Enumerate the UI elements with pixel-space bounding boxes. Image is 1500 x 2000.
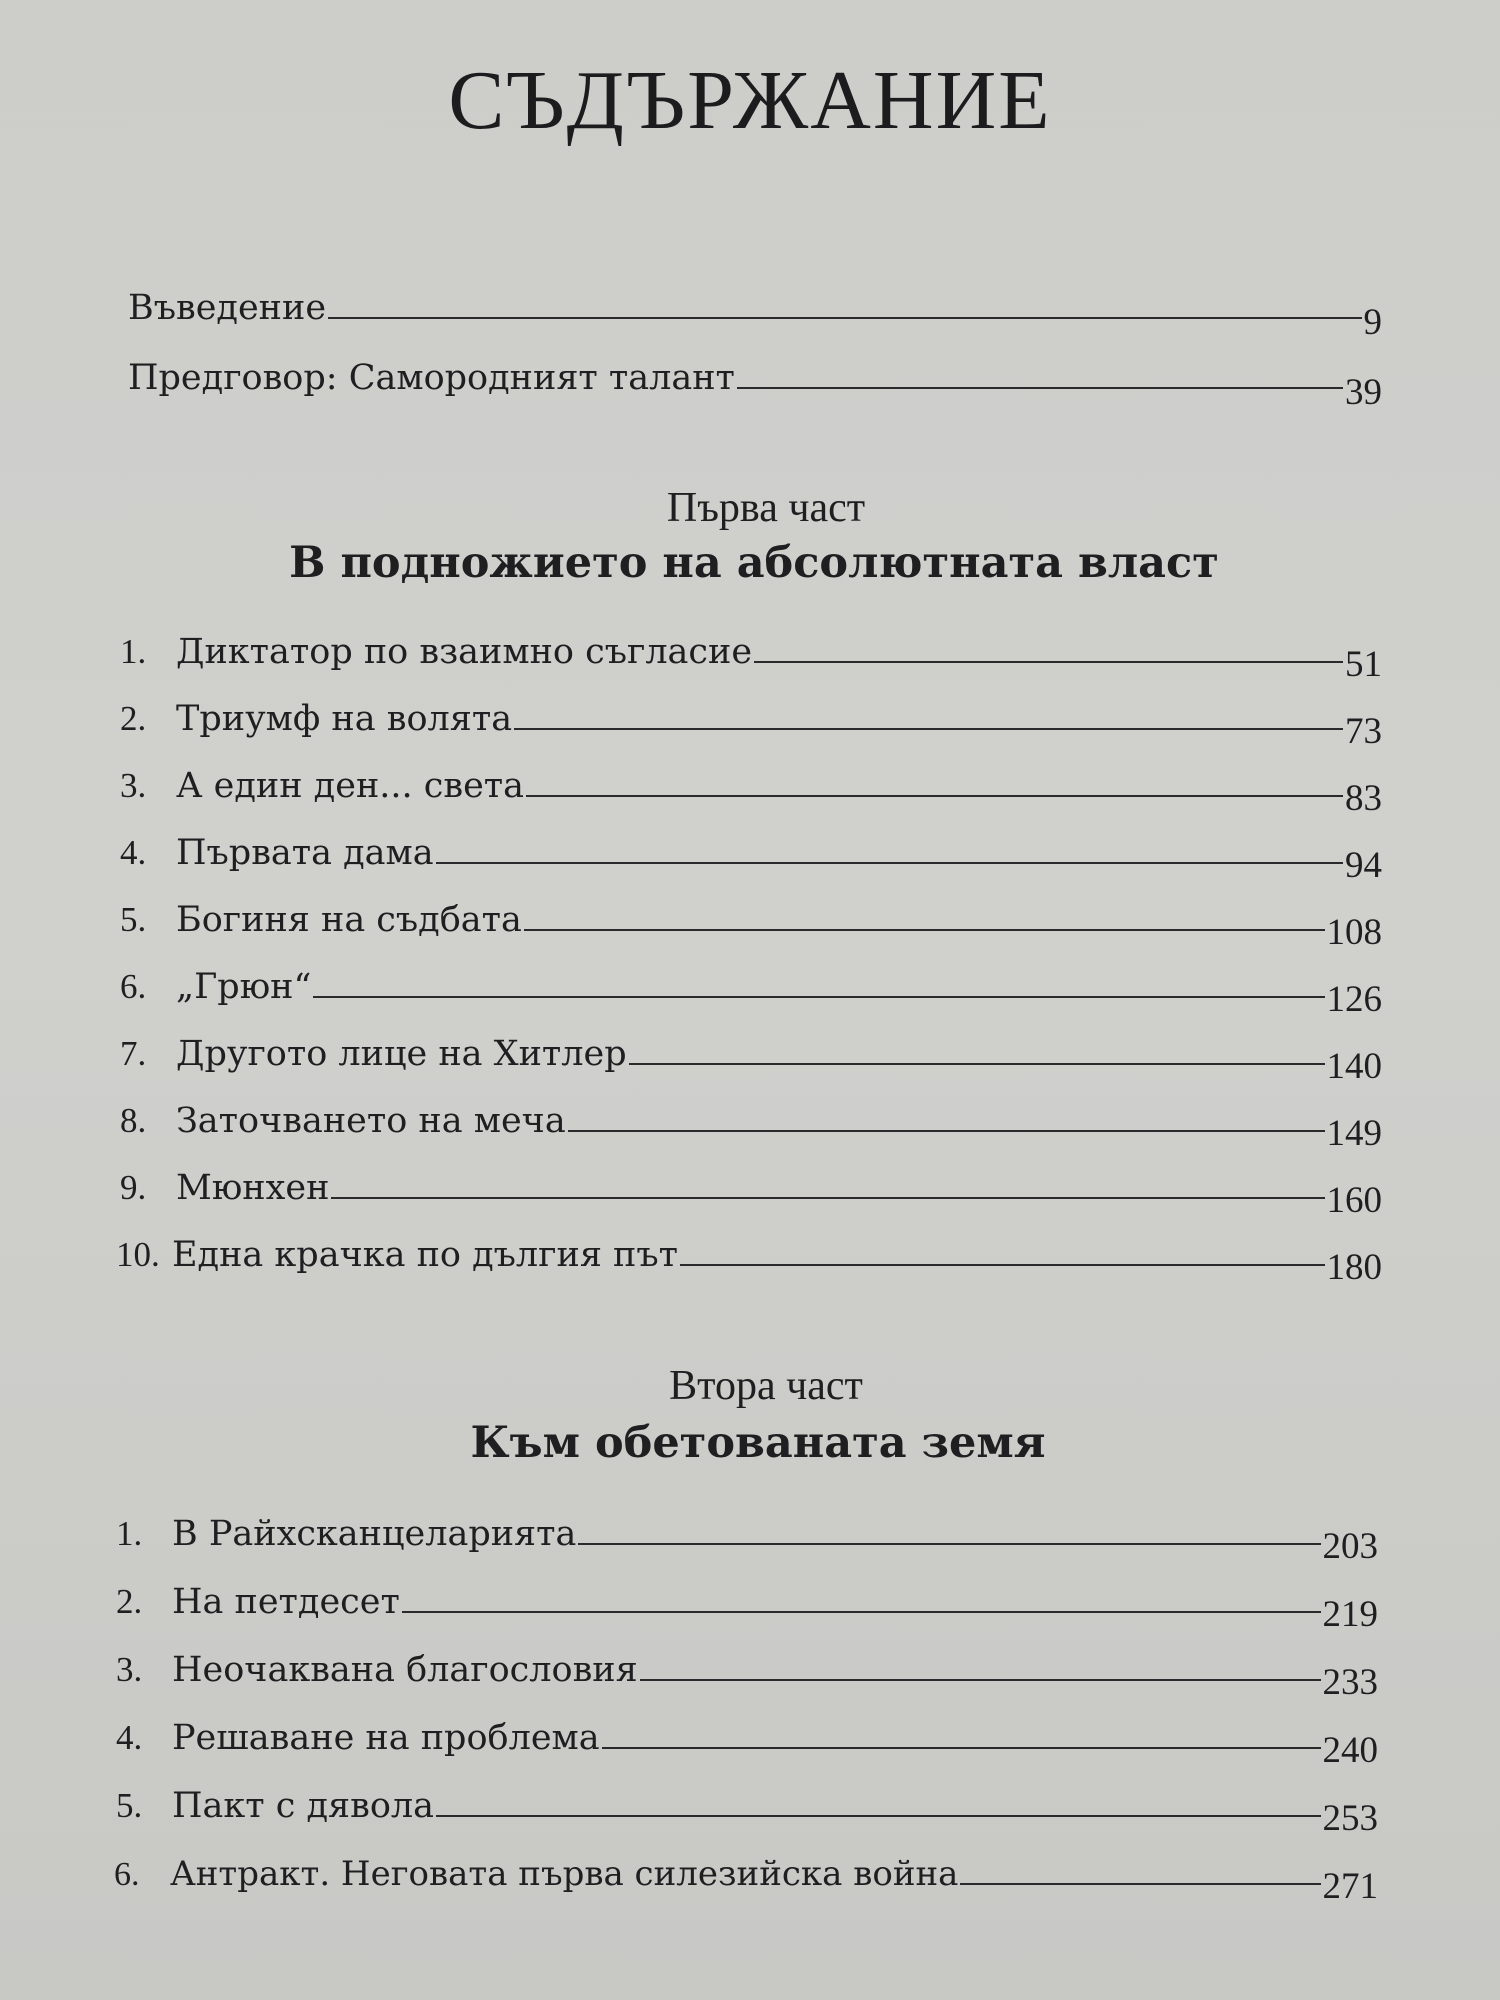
toc-entry-introduction[interactable]	[128, 276, 1382, 343]
toc-entry[interactable]	[120, 620, 1382, 685]
part-one-title: В подножието на абсолютната власт	[289, 538, 1219, 588]
part-two-label: Втора част	[669, 1363, 863, 1409]
toc-entry-label: Диктатор по взаимно съгласие	[176, 632, 753, 672]
toc-entry[interactable]	[120, 754, 1382, 819]
toc-entry[interactable]	[116, 1570, 1378, 1635]
toc-entry[interactable]	[120, 1156, 1382, 1221]
toc-entry-label: „Грюн“	[176, 967, 312, 1007]
toc-entry-label: Мюнхен	[176, 1168, 330, 1208]
dotted-leader	[737, 387, 1343, 389]
toc-entry-page: 9	[1363, 302, 1382, 343]
toc-entry-number: 8.	[120, 1101, 147, 1140]
toc-entry-number: 3.	[120, 766, 147, 805]
toc-entry-page: 240	[1322, 1730, 1378, 1771]
toc-entry-label: Една крачка по дългия път	[172, 1235, 678, 1275]
toc-entry-number: 3.	[116, 1650, 143, 1689]
dotted-leader	[436, 1815, 1321, 1817]
toc-entry-label: Предговор: Самородният талант	[128, 358, 735, 398]
toc-entry-label: Богиня на съдбата	[176, 900, 522, 940]
part-two-title: Към обетованата земя	[470, 1418, 1046, 1468]
dotted-leader	[602, 1747, 1321, 1749]
dotted-leader	[402, 1611, 1321, 1613]
dotted-leader	[436, 862, 1343, 864]
toc-entry-page: 253	[1322, 1798, 1378, 1839]
toc-entry[interactable]	[116, 1223, 1382, 1288]
toc-entry-page: 108	[1326, 912, 1382, 953]
toc-entry[interactable]	[114, 1842, 1378, 1907]
toc-entry-page: 180	[1326, 1247, 1382, 1288]
toc-entry[interactable]	[120, 1089, 1382, 1154]
toc-entry-label: Първата дама	[176, 833, 434, 873]
dotted-leader	[331, 1197, 1324, 1199]
toc-entry-page: 203	[1322, 1526, 1378, 1567]
part-one-label: Първа част	[666, 485, 866, 531]
toc-entry-label: В Райхсканцеларията	[172, 1514, 577, 1554]
toc-entry-number: 1.	[120, 632, 147, 671]
dotted-leader	[754, 661, 1343, 663]
toc-entry-page: 140	[1326, 1046, 1382, 1087]
dotted-leader	[524, 929, 1325, 931]
toc-entry-number: 5.	[116, 1786, 143, 1825]
toc-entry-label: Неочаквана благословия	[172, 1650, 638, 1690]
toc-entry-page: 233	[1322, 1662, 1378, 1703]
toc-entry[interactable]	[116, 1774, 1378, 1839]
dotted-leader	[680, 1264, 1325, 1266]
toc-entry-label: Въведение	[128, 288, 327, 328]
toc-entry-label: Триумф на волята	[176, 699, 513, 739]
toc-entry-number: 2.	[120, 699, 147, 738]
toc-entry-page: 51	[1345, 644, 1382, 685]
toc-entry[interactable]	[116, 1502, 1378, 1567]
toc-entry-page: 271	[1322, 1866, 1378, 1907]
toc-entry-label: Решаване на проблема	[172, 1718, 600, 1758]
toc-entry-number: 5.	[120, 900, 147, 939]
toc-entry[interactable]	[120, 687, 1382, 752]
toc-entry-label: Другото лице на Хитлер	[176, 1034, 627, 1074]
toc-entry-number: 1.	[116, 1514, 143, 1553]
dotted-leader	[629, 1063, 1325, 1065]
toc-entry-number: 4.	[120, 833, 147, 872]
toc-entry-foreword[interactable]	[128, 346, 1382, 413]
toc-entry[interactable]	[120, 1022, 1382, 1087]
toc-entry[interactable]	[116, 1706, 1378, 1771]
dotted-leader	[328, 317, 1361, 319]
toc-entry-page: 219	[1322, 1594, 1378, 1635]
toc-entry-page: 83	[1345, 778, 1382, 819]
dotted-leader	[526, 795, 1343, 797]
toc-entry-label: Антракт. Неговата първа силезийска война	[170, 1854, 959, 1894]
toc-entry-page: 126	[1326, 979, 1382, 1020]
toc-entry-label: А един ден... света	[176, 766, 525, 806]
toc-entry-number: 9.	[120, 1168, 147, 1207]
toc-entry[interactable]	[120, 888, 1382, 953]
toc-entry[interactable]	[120, 821, 1382, 886]
toc-entry-label: Пакт с дявола	[172, 1786, 434, 1826]
toc-entry-page: 94	[1345, 845, 1382, 886]
toc-entry-number: 2.	[116, 1582, 143, 1621]
toc-entry-number: 6.	[120, 967, 147, 1006]
toc-entry-page: 160	[1326, 1180, 1382, 1221]
toc-entry[interactable]	[120, 955, 1382, 1020]
toc-entry-number: 7.	[120, 1034, 147, 1073]
dotted-leader	[313, 996, 1324, 998]
page-title: СЪДЪРЖАНИЕ	[448, 54, 1052, 147]
toc-entry-page: 149	[1326, 1113, 1382, 1154]
toc-entry-page: 39	[1345, 372, 1382, 413]
dotted-leader	[568, 1130, 1325, 1132]
toc-entry-number: 4.	[116, 1718, 143, 1757]
toc-entry-page: 73	[1345, 711, 1382, 752]
toc-entry[interactable]	[116, 1638, 1378, 1703]
dotted-leader	[514, 728, 1343, 730]
toc-entry-number: 6.	[114, 1856, 140, 1893]
dotted-leader	[960, 1883, 1320, 1885]
toc-entry-label: Заточването на меча	[176, 1101, 566, 1141]
dotted-leader	[640, 1679, 1321, 1681]
dotted-leader	[578, 1543, 1320, 1545]
toc-entry-number: 10.	[116, 1235, 160, 1274]
toc-entry-label: На петдесет	[172, 1582, 400, 1622]
